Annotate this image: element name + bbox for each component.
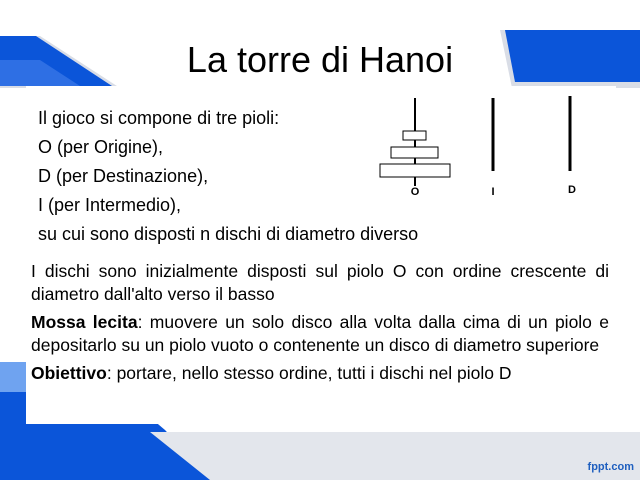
peg-label-origin: O bbox=[410, 186, 420, 198]
disc-large bbox=[380, 164, 450, 177]
hanoi-tower-illustration bbox=[360, 88, 610, 198]
top-right-blue-band bbox=[505, 30, 640, 82]
intro-line: I (per Intermedio), bbox=[38, 195, 182, 215]
slide-title: La torre di Hanoi bbox=[186, 39, 454, 80]
illustration-background bbox=[360, 88, 610, 198]
paragraph-heading: Mossa lecita bbox=[31, 312, 138, 332]
intro-line: Il gioco si compone di tre pioli: bbox=[38, 108, 280, 128]
intro-line: su cui sono disposti n dischi di diametro diverso bbox=[38, 224, 419, 244]
paragraph-goal bbox=[31, 362, 609, 385]
intro-line: O (per Origine), bbox=[38, 137, 164, 157]
bottom-right-gray-band bbox=[150, 432, 640, 480]
peg-label-intermediate: I bbox=[491, 186, 495, 198]
paragraph-legal-move bbox=[31, 311, 609, 357]
paragraph-text: I dischi sono inizialmente disposti sul piolo O con ordine crescente di diametro dall'alto verso il basso bbox=[31, 261, 609, 304]
paragraph-text: : portare, nello stesso ordine, tutti i dischi nel piolo D bbox=[106, 363, 512, 383]
paragraph-initial-state bbox=[31, 260, 609, 306]
body-paragraphs bbox=[31, 260, 609, 390]
disc-small bbox=[403, 131, 426, 140]
disc-medium bbox=[391, 147, 438, 158]
intro-line: D (per Destinazione), bbox=[38, 166, 209, 186]
peg-label-destination: D bbox=[568, 184, 576, 196]
paragraph-heading: Obiettivo bbox=[31, 363, 107, 383]
brand-watermark: fppt.com bbox=[587, 461, 634, 473]
paragraph-text: : muovere un solo disco alla volta dalla cima di un piolo e depositarlo su un piolo vuoto o contenente un disco di diametro superiore bbox=[31, 312, 609, 355]
